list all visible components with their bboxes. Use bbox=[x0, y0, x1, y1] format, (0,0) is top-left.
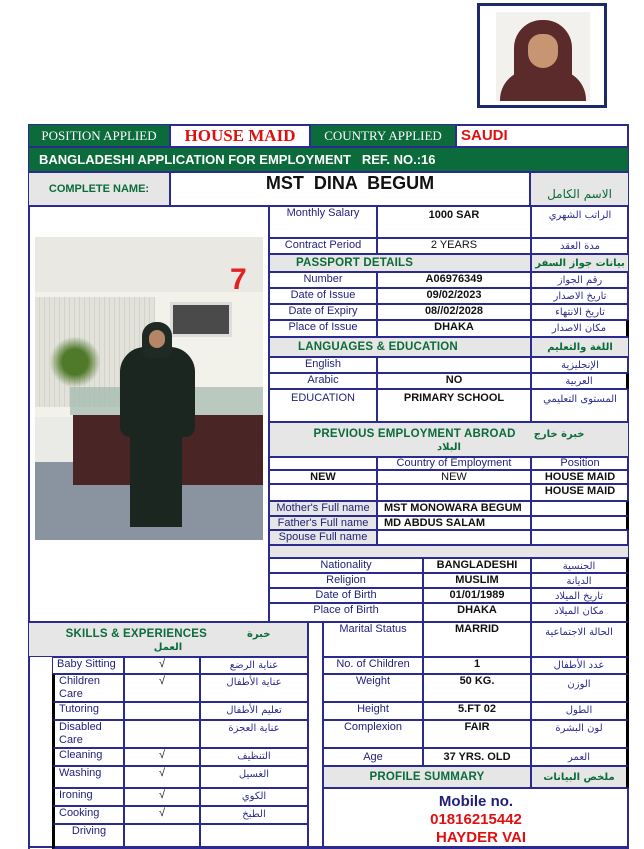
nationality-value: BANGLADESHI bbox=[423, 558, 531, 573]
issue-date-ar: تاريخ الاصدار bbox=[531, 288, 629, 304]
skills-section bbox=[28, 622, 308, 657]
height-value: 5.FT 02 bbox=[423, 702, 531, 720]
photo-bg bbox=[35, 237, 263, 292]
mobile-label: Mobile no. bbox=[438, 793, 514, 810]
skill-label: Driving bbox=[52, 824, 124, 849]
profile-summary-content bbox=[323, 788, 629, 849]
passport-section-title-ar: بيانات جواز السفر bbox=[531, 254, 629, 272]
contract-period-value: 2 YEARS bbox=[377, 238, 531, 254]
skill-label-ar: الكوي bbox=[200, 788, 308, 806]
passport-number-ar: رقم الجواز bbox=[531, 272, 629, 288]
father-name-value: MD ABDUS SALAM bbox=[377, 516, 531, 530]
skills-section-title-ar-2: العمل bbox=[153, 642, 183, 653]
skill-label-ar: تعليم الأطفال bbox=[200, 702, 308, 720]
issue-date-label: Date of Issue bbox=[269, 288, 377, 304]
complete-name-label-ar: الاسم الكامل bbox=[530, 172, 629, 206]
photo-person bbox=[149, 330, 165, 348]
country-applied-label: COUNTRY APPLIED bbox=[310, 124, 456, 147]
contract-period-label: Contract Period bbox=[269, 238, 377, 254]
expiry-date-ar: تاريخ الانتهاء bbox=[531, 304, 629, 320]
languages-section-title-ar: اللغة والتعليم bbox=[531, 337, 629, 357]
skill-label-ar: عناية الرضع bbox=[200, 657, 308, 674]
skill-label: Ironing bbox=[52, 788, 124, 806]
skills-section-title: SKILLS & EXPERIENCES bbox=[65, 628, 207, 640]
contact-name: HAYDER VAI bbox=[435, 829, 527, 846]
issue-place-ar: مكان الاصدار bbox=[531, 320, 629, 337]
passport-number-value: A06976349 bbox=[377, 272, 531, 288]
issue-place-label: Place of Issue bbox=[269, 320, 377, 337]
skills-section-title-ar-1: خبرة bbox=[246, 629, 271, 640]
dob-label: Date of Birth bbox=[269, 588, 423, 603]
height-ar: الطول bbox=[531, 702, 629, 720]
complete-name-value: MST DINA BEGUM bbox=[170, 172, 530, 206]
religion-label: Religion bbox=[269, 573, 423, 588]
weight-value: 50 KG. bbox=[423, 674, 531, 702]
english-ar: الإنجليزية bbox=[531, 357, 629, 373]
english-label: English bbox=[269, 357, 377, 373]
complexion-label: Complexion bbox=[323, 720, 423, 748]
position-applied-value: HOUSE MAID bbox=[170, 124, 310, 147]
skill-check: √ bbox=[124, 788, 200, 806]
passport-number-label: Number bbox=[269, 272, 377, 288]
prev-emp-header-country: Country of Employment bbox=[377, 457, 531, 470]
nationality-ar: الجنسية bbox=[531, 558, 629, 573]
arabic-label: Arabic bbox=[269, 373, 377, 389]
photo-number: 7 bbox=[230, 263, 247, 296]
prev-emp-header-position: Position bbox=[531, 457, 629, 470]
skill-label-ar: عناية العجزة bbox=[200, 720, 308, 748]
photo-bg bbox=[45, 332, 105, 392]
photo-face bbox=[528, 34, 558, 68]
skill-label-ar: عناية الأطفال bbox=[200, 674, 308, 702]
marital-label: Marital Status bbox=[323, 622, 423, 657]
skill-label: Baby Sitting bbox=[52, 657, 124, 674]
previous-employment-title-ar-1: خبرة خارج bbox=[533, 429, 585, 440]
children-ar: عدد الأطفال bbox=[531, 657, 629, 674]
skill-check bbox=[124, 702, 200, 720]
age-label: Age bbox=[323, 748, 423, 766]
mobile-number: 01816215442 bbox=[430, 811, 522, 828]
skill-label-ar: الغسيل bbox=[200, 766, 308, 788]
salary-value: 1000 SAR bbox=[377, 206, 531, 238]
mother-name-label: Mother's Full name bbox=[269, 501, 377, 516]
skill-label-ar: الطبخ bbox=[200, 806, 308, 824]
children-value: 1 bbox=[423, 657, 531, 674]
form-title: BANGLADESHI APPLICATION FOR EMPLOYMENT REF. NO.:16 bbox=[28, 147, 629, 172]
passport-photo-frame bbox=[477, 3, 607, 108]
skill-label-ar: التنظيف bbox=[200, 748, 308, 766]
previous-employment-title-ar-2: البلاد bbox=[437, 442, 461, 453]
skill-check: √ bbox=[124, 766, 200, 788]
position-applied-label: POSITION APPLIED bbox=[28, 124, 170, 147]
weight-ar: الوزن bbox=[531, 674, 629, 702]
weight-label: Weight bbox=[323, 674, 423, 702]
skill-check: √ bbox=[124, 806, 200, 824]
passport-section-title: PASSPORT DETAILS bbox=[269, 254, 531, 272]
skill-check: √ bbox=[124, 748, 200, 766]
age-value: 37 YRS. OLD bbox=[423, 748, 531, 766]
expiry-date-label: Date of Expiry bbox=[269, 304, 377, 320]
contract-period-label-ar: مدة العقد bbox=[531, 238, 629, 254]
complexion-value: FAIR bbox=[423, 720, 531, 748]
father-name-label: Father's Full name bbox=[269, 516, 377, 530]
education-ar: المستوى التعليمي bbox=[531, 389, 629, 422]
height-label: Height bbox=[323, 702, 423, 720]
prev-emp-row1-position: HOUSE MAID bbox=[531, 470, 629, 484]
mother-name-value: MST MONOWARA BEGUM bbox=[377, 501, 531, 516]
skills-divider-col bbox=[308, 622, 323, 849]
age-ar: العمر bbox=[531, 748, 629, 766]
education-label: EDUCATION bbox=[269, 389, 377, 422]
languages-section-title: LANGUAGES & EDUCATION bbox=[269, 337, 531, 357]
pob-label: Place of Birth bbox=[269, 603, 423, 622]
skill-label: Cleaning bbox=[52, 748, 124, 766]
prev-emp-header-0 bbox=[269, 457, 377, 470]
spouse-name-value bbox=[377, 530, 531, 545]
dob-value: 01/01/1989 bbox=[423, 588, 531, 603]
issue-place-value: DHAKA bbox=[377, 320, 531, 337]
father-name-extra bbox=[531, 516, 629, 530]
skills-left-margin bbox=[28, 657, 52, 849]
complete-name-label: COMPLETE NAME: bbox=[28, 172, 170, 206]
arabic-ar: العربية bbox=[531, 373, 629, 389]
photo-body bbox=[500, 70, 586, 101]
skill-label: Washing bbox=[52, 766, 124, 788]
profile-summary-title: PROFILE SUMMARY bbox=[323, 766, 531, 788]
religion-value: MUSLIM bbox=[423, 573, 531, 588]
marital-value: MARRID bbox=[423, 622, 531, 657]
skill-label: Children Care bbox=[52, 674, 124, 702]
spacer-row bbox=[269, 545, 629, 558]
photo-bg bbox=[170, 302, 232, 337]
country-applied-value: SAUDI bbox=[456, 124, 629, 147]
photo-person bbox=[120, 347, 195, 437]
previous-employment-section bbox=[269, 422, 629, 457]
arabic-value: NO bbox=[377, 373, 531, 389]
mother-name-extra bbox=[531, 501, 629, 516]
photo-person bbox=[130, 432, 182, 527]
spouse-name-extra bbox=[531, 530, 629, 545]
skill-check bbox=[124, 720, 200, 748]
marital-ar: الحالة الاجتماعية bbox=[531, 622, 629, 657]
skill-check: √ bbox=[124, 674, 200, 702]
expiry-date-value: 08//02/2028 bbox=[377, 304, 531, 320]
education-value: PRIMARY SCHOOL bbox=[377, 389, 531, 422]
prev-emp-row1-country: NEW bbox=[377, 470, 531, 484]
profile-summary-title-ar: ملخص البيانات bbox=[531, 766, 629, 788]
religion-ar: الديانة bbox=[531, 573, 629, 588]
pob-value: DHAKA bbox=[423, 603, 531, 622]
nationality-label: Nationality bbox=[269, 558, 423, 573]
prev-emp-row2-country bbox=[377, 484, 531, 501]
prev-emp-row2-position: HOUSE MAID bbox=[531, 484, 629, 501]
prev-emp-row2-col0 bbox=[269, 484, 377, 501]
passport-photo bbox=[496, 12, 590, 101]
skill-check bbox=[124, 824, 200, 849]
prev-emp-row1-col0: NEW bbox=[269, 470, 377, 484]
salary-label-ar: الراتب الشهري bbox=[531, 206, 629, 238]
complexion-ar: لون البشرة bbox=[531, 720, 629, 748]
spouse-name-label: Spouse Full name bbox=[269, 530, 377, 545]
english-value bbox=[377, 357, 531, 373]
children-label: No. of Children bbox=[323, 657, 423, 674]
dob-ar: تاريخ الميلاد bbox=[531, 588, 629, 603]
skill-label: Tutoring bbox=[52, 702, 124, 720]
skill-check: √ bbox=[124, 657, 200, 674]
full-length-photo bbox=[35, 237, 263, 540]
pob-ar: مكان الميلاد bbox=[531, 603, 629, 622]
skill-label-ar bbox=[200, 824, 308, 849]
skill-label: Disabled Care bbox=[52, 720, 124, 748]
issue-date-value: 09/02/2023 bbox=[377, 288, 531, 304]
previous-employment-title: PREVIOUS EMPLOYMENT ABROAD bbox=[313, 428, 516, 440]
skill-label: Cooking bbox=[52, 806, 124, 824]
salary-label: Monthly Salary bbox=[269, 206, 377, 238]
